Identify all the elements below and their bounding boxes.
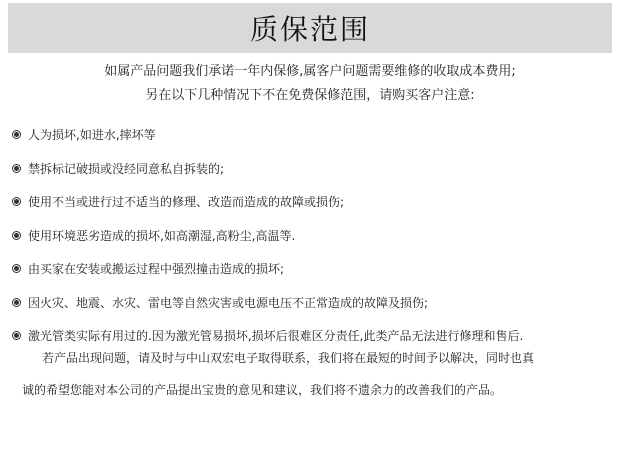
list-item — [12, 228, 612, 262]
radio-dot-icon — [12, 264, 21, 273]
list-item-text: 因火灾、地震、水灾、雷电等自然灾害或电源电压不正常造成的故障及损伤; — [28, 295, 429, 310]
list-item — [12, 194, 612, 228]
radio-dot-icon — [12, 331, 21, 340]
radio-dot-icon — [12, 231, 21, 240]
closing-line-1: 若产品出现问题，请及时与中山双宏电子取得联系，我们将在最短的时间予以解决，同时也真 — [42, 351, 535, 365]
intro-line-1: 如属产品问题我们承诺一年内保修,属客户问题需要维修的收取成本费用; — [104, 64, 516, 79]
closing-line-2: 诚的希望您能对本公司的产品提出宝贵的意见和建议，我们将不遗余力的改善我们的产品。 — [22, 383, 503, 397]
list-item-text: 使用不当或进行过不适当的修理、改造而造成的故障或损伤; — [28, 195, 345, 209]
radio-dot-icon — [12, 298, 21, 307]
radio-dot-icon — [12, 130, 21, 139]
list-item-text: 人为损坏,如进水,摔坏等 — [28, 128, 156, 142]
list-item — [12, 127, 612, 161]
title-banner — [8, 3, 612, 53]
list-item — [12, 261, 612, 295]
list-item-text: 由买家在安装或搬运过程中强烈撞击造成的损坏; — [28, 262, 285, 276]
exclusion-list — [12, 127, 612, 362]
list-item-text: 激光管类实际有用过的.因为激光管易损坏,损坏后很难区分责任,此类产品无法进行修理和售后. — [28, 329, 524, 343]
list-item-text: 禁拆标记破损或没经同意私自拆装的; — [28, 161, 225, 176]
intro-line-2: 另在以下几种情况下不在免费保修范围，请购买客户注意: — [145, 88, 475, 103]
list-item — [12, 161, 612, 195]
list-item-text: 使用环境恶劣造成的损坏,如高潮湿,高粉尘,高温等. — [28, 228, 296, 243]
list-item — [12, 295, 612, 329]
radio-dot-icon — [12, 164, 21, 173]
radio-dot-icon — [12, 197, 21, 206]
page-title: 质保范围 — [249, 13, 370, 46]
